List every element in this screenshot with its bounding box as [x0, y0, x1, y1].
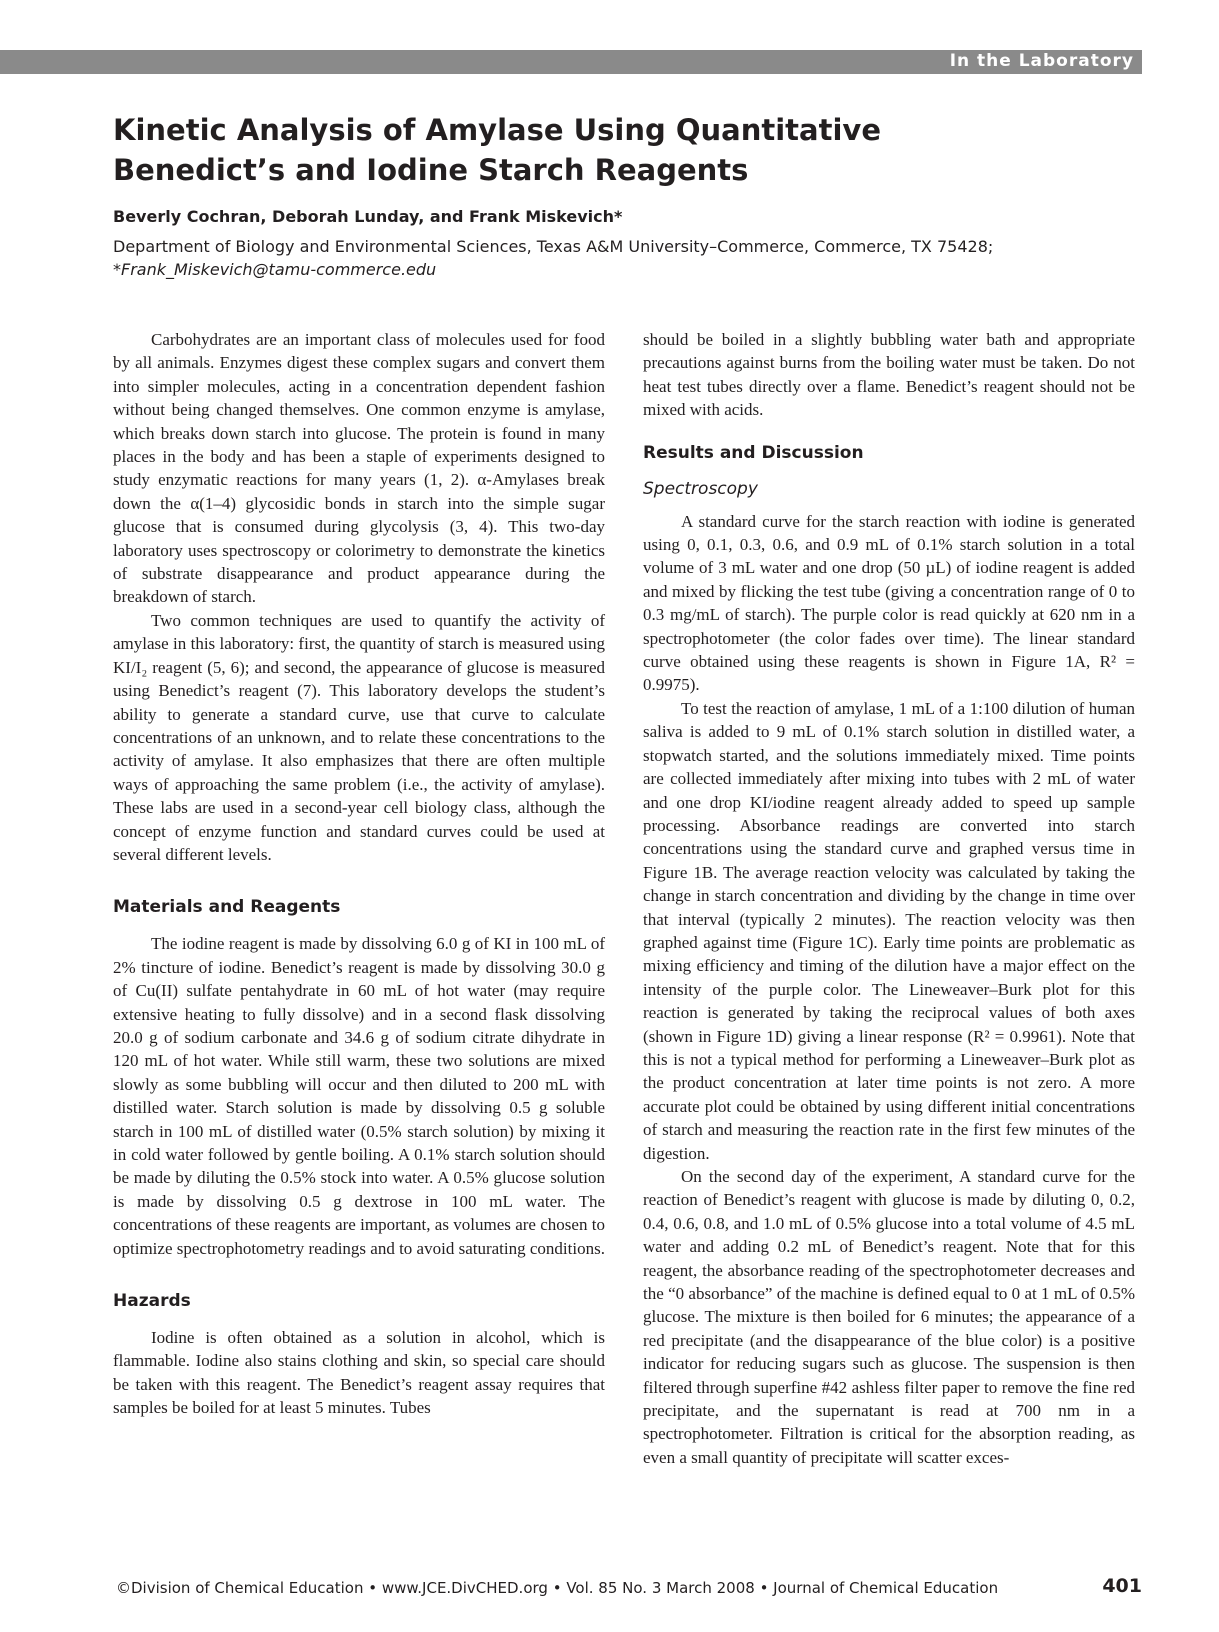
journal-footer-text: ©Division of Chemical Education • www.JCE.DivCHED.org • Vol. 85 No. 3 March 2008 • Journal of Chemical Education	[116, 1579, 999, 1597]
hazards-continued-paragraph: should be boiled in a slightly bubbling water bath and appropriate precautions against burns from the boiling water must be taken. Do not heat test tubes directly over a flame. Benedict’s reagent should not be mixed with acids.	[643, 330, 1135, 420]
article-title-line-2: Benedict’s and Iodine Starch Reagents	[113, 153, 749, 187]
materials-heading: Materials and Reagents	[113, 897, 341, 918]
intro-paragraph-1: Carbohydrates are an important class of molecules used for food by all animals. Enzymes digest these complex sugars and convert them into simpler molecules, acting in a concentration dependent fashion without being changed themselves. One common enzyme is amylase, which breaks down starch into glucose. The protein is found in many places in the body and has been a staple of experiments designed to study enzymatic reactions for many years (1, 2). α-Amylases break down the α(1–4) glycosidic bonds in starch into the simple sugar glucose that is consumed during glycolysis (3, 4). This two-day laboratory uses spectroscopy or colorimetry to demonstrate the kinetics of substrate disappearance and product appearance during the breakdown of starch.	[113, 330, 605, 607]
materials-paragraph: The iodine reagent is made by dissolving 6.0 g of KI in 100 mL of 2% tincture of iodine. Benedict’s reagent is made by dissolving 30.0 g of Cu(II) sulfate pentahydrate in 60 mL of hot water (may require extensive heating to fully dissolve) and in a second flask dissolving 20.0 g of sodium carbonate and 34.6 g of sodium citrate dihydrate in 120 mL of hot water. While still warm, these two solutions are mixed slowly as some bubbling will occur and then diluted to 200 mL with distilled water. Starch solution is made by dissolving 0.5 g soluble starch in 100 mL of distilled water (0.5% starch solution) by mixing it in cold water followed by gentle boiling. A 0.1% starch solution should be made by diluting the 0.5% stock into water. A 0.5% glucose solution is made by dissolving 0.5 g dextrose in 100 mL water. The concentrations of these reagents are important, as volumes are chosen to optimize spectrophotometry readings and to avoid saturating conditions.	[113, 934, 605, 1258]
section-header-bar	[0, 50, 1142, 74]
article-title	[113, 110, 1113, 190]
spectroscopy-paragraph-2: To test the reaction of amylase, 1 mL of a 1:100 dilution of human saliva is added to 9 mL of 0.1% starch solution in distilled water, a stopwatch started, and the solutions immediately mixed. Time points are collected immediately after mixing into tubes with 2 mL of water and one drop KI/iodine reagent already added to speed up sample processing. Absorbance readings are converted into starch concentrations using the standard curve and graphed versus time in Figure 1B. The average reaction velocity was calculated by taking the change in starch concentration and dividing by the change in time over that interval (typically 2 minutes). The reaction velocity was then graphed against time (Figure 1C). Early time points are problematic as mixing efficiency and timing of the dilution have a major effect on the intensity of the purple color. The Lineweaver–Burk plot for this reaction is generated by taking the reciprocal values of both axes (shown in Figure 1D) giving a linear response (R² = 0.9961). Note that this is not a typical method for performing a Lineweaver–Burk plot as the product concentration at later time points is not zero. A more accurate plot could be obtained by using different initial concentrations of starch and measuring the reaction rate in the first few minutes of the digestion.	[643, 698, 1135, 1163]
right-column	[643, 328, 1135, 1469]
left-column	[113, 328, 605, 1420]
author-affiliation	[113, 235, 1113, 281]
corresponding-email: *Frank_Miskevich@tamu-commerce.edu	[113, 260, 437, 279]
hazards-paragraph: Iodine is often obtained as a solution in alcohol, which is flammable. Iodine also stains clothing and skin, so special care should be taken with this reagent. The Benedict’s reagent assay requires that samples be boiled for at least 5 minutes. Tubes	[113, 1328, 605, 1418]
affiliation-text: Department of Biology and Environmental Sciences, Texas A&M University–Commerce, Commerce, TX 75428;	[113, 237, 994, 256]
spectroscopy-paragraph-1: A standard curve for the starch reaction with iodine is generated using 0, 0.1, 0.3, 0.6, and 0.9 mL of 0.1% starch solution in a total volume of 3 mL water and one drop (50 µL) of iodine reagent is added and mixed by flicking the test tube (giving a concentration range of 0 to 0.3 mg/mL of starch). The purple color is read quickly at 620 nm in a spectrophotometer (the color fades over time). The linear standard curve obtained using these reagents is shown in Figure 1A, R² = 0.9975).	[643, 511, 1135, 695]
spectroscopy-subheading: Spectroscopy	[643, 478, 758, 499]
section-label: In the Laboratory	[949, 51, 1134, 71]
hazards-heading: Hazards	[113, 1291, 191, 1312]
intro-paragraph-2: Two common techniques are used to quantify the activity of amylase in this laboratory: first, the quantity of starch is measured using KI/I₂ reagent (5, 6); and second, the appearance of glucose is measured using Benedict’s reagent (7). This laboratory develops the student’s ability to generate a standard curve, use that curve to calculate concentrations of an unknown, and to relate these concentrations to the activity of amylase. It also emphasizes that there are often multiple ways of approaching the same problem (i.e., the activity of amylase). These labs are used in a second-year cell biology class, although the concept of enzyme function and standard curves could be used at several different levels.	[113, 610, 605, 864]
spectroscopy-paragraph-3: On the second day of the experiment, A standard curve for the reaction of Benedict’s reagent with glucose is made by diluting 0, 0.2, 0.4, 0.6, 0.8, and 1.0 mL of 0.5% glucose into a total volume of 4.5 mL water and adding 0.2 mL of Benedict’s reagent. Note that for this reagent, the absorbance reading of the spectrophotometer decreases and the “0 absorbance” of the machine is defined equal to 0 at 1 mL of 0.5% glucose. The mixture is then boiled for 6 minutes; the appearance of a red precipitate (and the disappearance of the blue color) is a positive indicator for reducing sugars such as glucose. The suspension is then filtered through superfine #42 ashless filter paper to remove the fine red precipitate, and the supernatant is read at 700 nm in a spectrophotometer. Filtration is critical for the absorption reading, as even a small quantity of precipitate will scatter exces-	[643, 1167, 1135, 1467]
results-heading: Results and Discussion	[643, 442, 864, 463]
article-title-line-1: Kinetic Analysis of Amylase Using Quantitative	[113, 113, 881, 147]
page-footer	[116, 1575, 1142, 1601]
author-list: Beverly Cochran, Deborah Lunday, and Frank Miskevich*	[113, 207, 623, 226]
page-number: 401	[1102, 1575, 1142, 1597]
